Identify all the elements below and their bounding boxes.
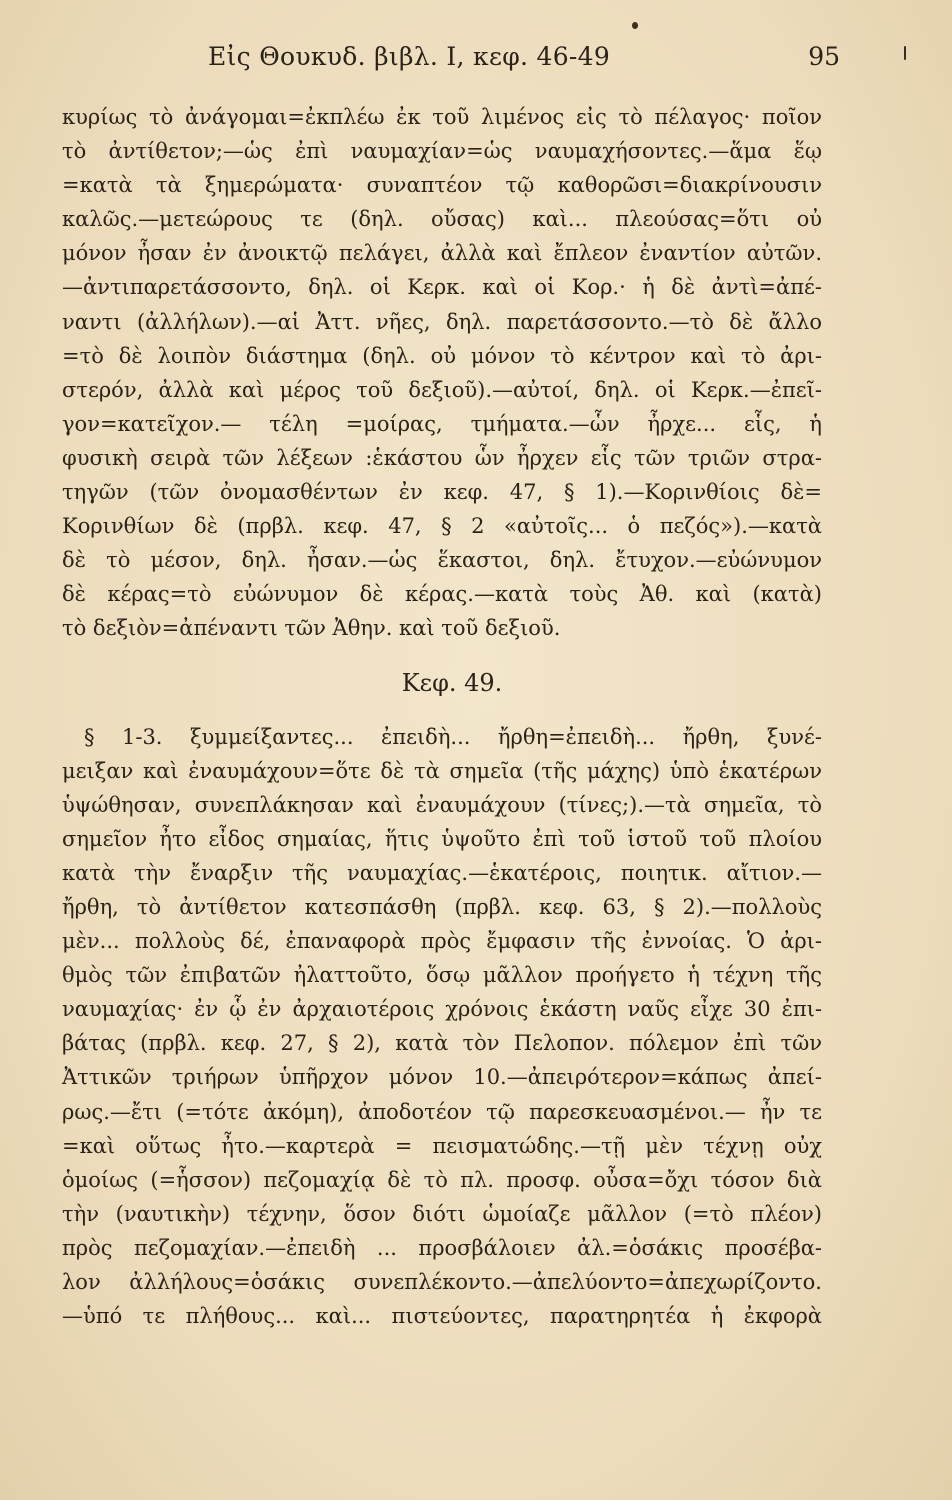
text-line: σημεῖον ἦτο εἶδος σημαίας, ἥτις ὑψοῦτο ἐπὶ τοῦ ἱστοῦ τοῦ πλοίου [62,826,822,851]
text-line: § 1-3. ξυμμείξαντες... ἐπειδὴ... ἤρθη=ἐπειδὴ... ἤρθη, ξυνέ- [84,724,822,749]
running-title: Εἰς Θουκυδ. βιβλ. I, κεφ. 46-49 [208,42,611,71]
text-line: τὴν (ναυτικὴν) τέχνην, ὅσον διότι ὡμοίαζε μᾶλλον (=τὸ πλέον) [62,1201,822,1226]
text-line: λον ἀλλήλους=ὁσάκις συνεπλέκοντο.—ἀπελύοντο=ἀπεχωρίζοντο. [62,1270,822,1294]
text-line: κυρίως τὸ ἀνάγομαι=ἐκπλέω ἐκ τοῦ λιμένος εἰς τὸ πέλαγος· ποῖον [62,105,822,129]
text-line: γον=κατεῖχον.— τέλη =μοίρας, τμήματα.—ὧν ἦρχε... εἷς, ἡ [62,411,822,436]
text-line: δὲ τὸ μέσον, δηλ. ἦσαν.—ὡς ἕκαστοι, δηλ. ἔτυχον.—εὐώνυμον [62,548,822,573]
commentary-text [62,100,822,1333]
text-line: ρως.—ἔτι (=τότε ἀκόμη), ἀποδοτέον τῷ παρεσκευασμένοι.— ἦν τε [62,1099,822,1124]
text-line: —ὑπό τε πλήθους... καὶ... πιστεύοντες, παρατηρητέα ἡ ἐκφορὰ [62,1304,822,1329]
text-line: καλῶς.—μετεώρους τε (δηλ. οὔσας) καὶ... πλεούσας=ὅτι οὐ [62,207,822,232]
text-line: ναυμαχίας· ἐν ᾧ ἐν ἀρχαιοτέροις χρόνοις ἑκάστη ναῦς εἶχε 30 ἐπι- [62,997,822,1022]
text-line: τὸ ἀντίθετον;—ὡς ἐπὶ ναυμαχίαν=ὡς ναυμαχήσοντες.—ἅμα ἕῳ [62,139,822,164]
text-line: —ἀντιπαρετάσσοντο, δηλ. οἱ Κερκ. καὶ οἱ Κορ.· ἡ δὲ ἀντὶ=ἀπέ- [62,275,822,300]
section-heading: Κεφ. 49. [401,668,503,697]
text-line: μὲν... πολλοὺς δέ, ἐπαναφορὰ πρὸς ἔμφασιν τῆς ἐννοίας. Ὁ ἀρι- [62,929,822,954]
text-line: πρὸς πεζομαχίαν.—ἐπειδὴ ... προσβάλοιεν ἀλ.=ὁσάκις προσέβα- [62,1235,822,1260]
text-line: Ἀττικῶν τριήρων ὑπῆρχον μόνον 10.—ἀπειρότερον=κάπως ἀπεί- [62,1065,822,1090]
text-line: =κατὰ τὰ ξημερώματα· συναπτέον τῷ καθορῶσι=διακρίνουσιν [62,173,822,198]
text-line: =τὸ δὲ λοιπὸν διάστημα (δηλ. οὐ μόνον τὸ κέντρον καὶ τὸ ἀρι- [62,343,822,368]
text-line: τὸ δεξιὸν=ἀπέναντι τῶν Ἀθην. καὶ τοῦ δεξιοῦ. [62,616,561,641]
text-line: φυσικὴ σειρὰ τῶν λέξεων :ἑκάστου ὧν ἦρχεν εἷς τῶν τριῶν στρα- [62,445,822,470]
ink-speck [632,22,638,29]
text-line: ἤρθη, τὸ ἀντίθετον κατεσπάσθη (πρβλ. κεφ. 63, § 2).—πολλοὺς [62,894,822,919]
text-line: =καὶ οὕτως ἦτο.—καρτερὰ = πεισματώδης.—τῇ μὲν τέχνῃ οὐχ [62,1133,822,1158]
text-line: μόνον ἦσαν ἐν ἀνοικτῷ πελάγει, ἀλλὰ καὶ ἔπλεον ἐναντίον αὐτῶν. [62,241,822,266]
text-line: κατὰ τὴν ἔναρξιν τῆς ναυμαχίας.—ἑκατέροις, ποιητικ. αἴτιον.— [62,860,822,885]
running-header [60,42,840,82]
text-line: τηγῶν (τῶν ὀνομασθέντων ἐν κεφ. 47, § 1).—Κορινθίοις δὲ= [62,480,822,505]
text-line: ὑψώθησαν, συνεπλάκησαν καὶ ἐναυμάχουν (τίνες;).—τὰ σημεῖα, τὸ [62,792,822,817]
text-line: Κορινθίων δὲ (πρβλ. κεφ. 47, § 2 «αὐτοῖς... ὁ πεζός»).—κατὰ [62,514,822,539]
text-line: ναντι (ἀλλήλων).—αἱ Ἀττ. νῆες, δηλ. παρετάσσοντο.—τὸ δὲ ἄλλο [62,309,822,334]
text-line: ὁμοίως (=ἧσσον) πεζομαχίᾳ δὲ τὸ πλ. προσφ. οὖσα=ὄχι τόσον διὰ [62,1167,822,1192]
text-line: δὲ κέρας=τὸ εὐώνυμον δὲ κέρας.—κατὰ τοὺς Ἀθ. καὶ (κατὰ) [62,582,822,607]
text-line: μειξαν καὶ ἐναυμάχουν=ὅτε δὲ τὰ σημεῖα (τῆς μάχης) ὑπὸ ἑκατέρων [62,758,822,783]
text-line: στερόν, ἀλλὰ καὶ μέρος τοῦ δεξιοῦ).—αὐτοί, δηλ. οἱ Κερκ.—ἐπεῖ- [62,377,822,402]
ink-speck [904,46,906,60]
text-line: βάτας (πρβλ. κεφ. 27, § 2), κατὰ τὸν Πελοπον. πόλεμον ἐπὶ τῶν [62,1031,822,1056]
text-line: θμὸς τῶν ἐπιβατῶν ἠλαττοῦτο, ὅσῳ μᾶλλον προήγετο ἡ τέχνη τῆς [62,963,822,988]
page-number: 95 [808,42,840,71]
